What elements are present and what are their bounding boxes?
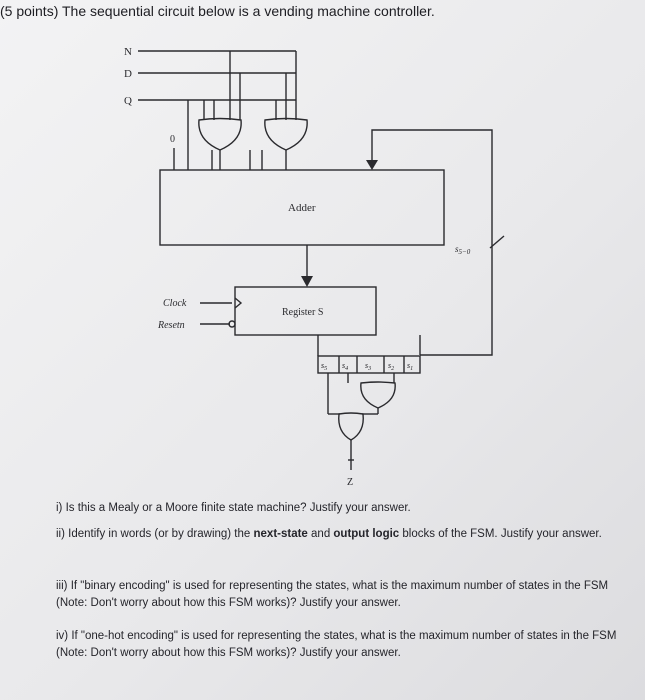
or-gate-4: [339, 413, 364, 440]
bit-label: $s_3$: [365, 361, 372, 372]
register-label: Register S: [282, 307, 324, 318]
zero-label: 0: [170, 134, 175, 145]
bit-label: $s_2$: [388, 361, 395, 372]
or-gate-2: [265, 119, 307, 151]
input-label-q: Q: [124, 95, 132, 107]
reset-label: Resetn: [158, 320, 185, 331]
input-label-n: N: [124, 46, 132, 58]
problem-title: (5 points) The sequential circuit below is a vending machine controller.: [0, 3, 435, 19]
bit-label: $s_1$: [407, 361, 414, 372]
output-label-z: Z: [347, 477, 354, 488]
or-gate-3: [361, 382, 395, 408]
feedback-wire: [372, 130, 492, 355]
question-iii: iii) If "binary encoding" is used for representing the states, what is the maximum number of states in the FSM (Note: Don't worry about how this FSM works)? Justify your answer.: [56, 580, 609, 609]
input-label-d: D: [124, 68, 132, 80]
or-gate-1: [199, 119, 241, 151]
question-ii: ii) Identify in words (or by drawing) the next-state and output logic blocks of the FSM. Justify your answer.: [56, 528, 602, 540]
clock-label: Clock: [163, 298, 187, 309]
bit-label: $s_5$: [321, 361, 328, 372]
adder-label: Adder: [288, 202, 316, 214]
bit-label: $s_4$: [342, 361, 349, 372]
question-i: i) Is this a Mealy or a Moore finite state machine? Justify your answer.: [56, 502, 411, 514]
question-iv: iv) If "one-hot encoding" is used for representing the states, what is the maximum number of states in the FSM (Note: Don't worry about how this FSM works)? Justify your answer.: [56, 630, 617, 659]
feedback-label: $s_{5-0}$: [455, 244, 471, 256]
